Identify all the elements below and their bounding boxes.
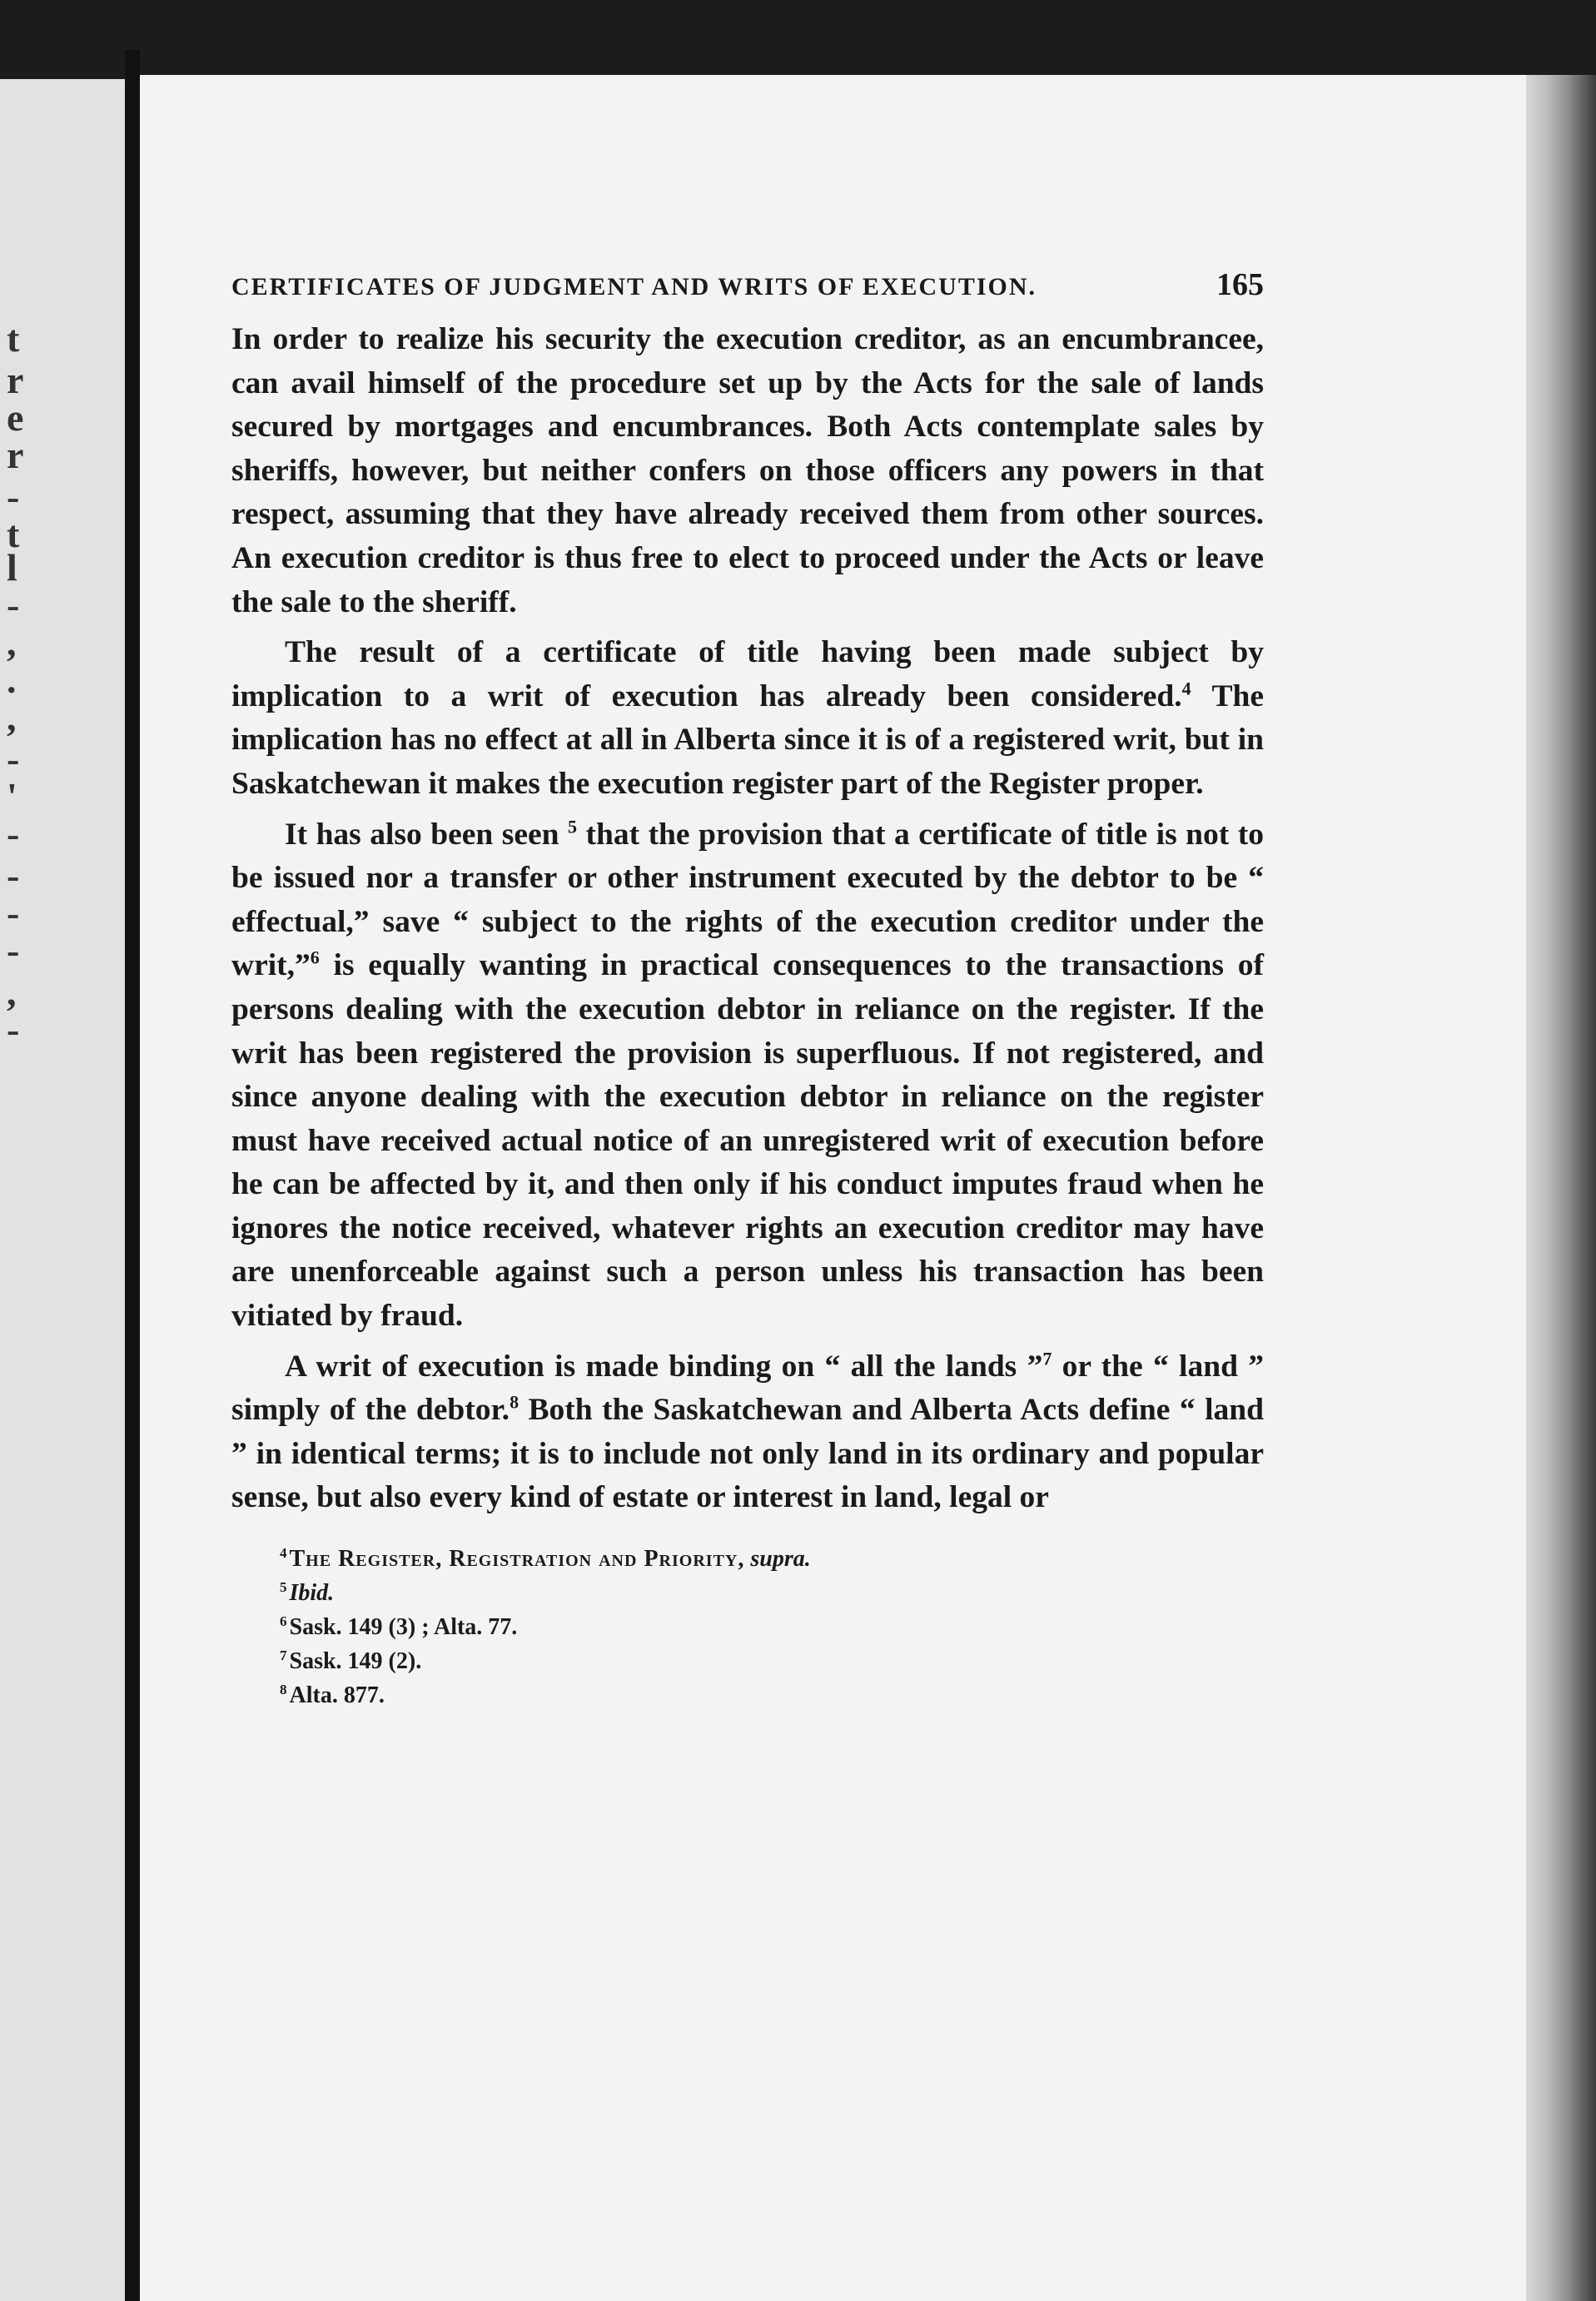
- facing-page-char: ,: [7, 971, 17, 1013]
- facing-page-char: ,: [7, 696, 17, 738]
- footnote-citation: The Register, Registration and Priority,: [289, 1546, 745, 1573]
- facing-page-char: l: [7, 546, 17, 589]
- footnotes: [231, 1542, 1264, 1712]
- footnote-ref: 4: [1181, 678, 1191, 699]
- paragraph-text: The implication has no effect at all in Alberta since it is of a registered writ, but in Saskatchewan it makes the execution register part of the Register proper.: [231, 678, 1264, 801]
- facing-page-char: -: [7, 1008, 20, 1051]
- book-gutter: [125, 50, 140, 2301]
- paragraph-text: Both the Saskatchewan and Alberta Acts define “ land ” in identical terms; it is to include not only land in its ordinary and popular sense, but also every kind of estate or interest in land, legal or: [231, 1393, 1264, 1515]
- footnote: [280, 1610, 1264, 1644]
- facing-page-char: -: [7, 475, 20, 518]
- footnote-ref: 5: [568, 816, 577, 837]
- page-number: 165: [1216, 267, 1264, 302]
- footnote-number: 7: [280, 1647, 287, 1663]
- paragraph: [231, 813, 1264, 1339]
- page-edge-shadow: [1526, 75, 1596, 2301]
- footnote-ref: 8: [510, 1391, 520, 1413]
- footnote-italic: supra.: [744, 1546, 811, 1573]
- paragraph: [231, 631, 1264, 806]
- paragraph-text: or the “ land ” simply of the debtor.: [231, 1349, 1264, 1428]
- paragraph-text: In order to realize his security the execution creditor, as an encumbrancee, can avail himself of the procedure set up by the Acts for the sale of lands secured by mortgages and encumbrances. Both Acts contemplate sales by sheriffs, however, but neither confers on those officers any powers in that respect, assuming that they have already received them from other sources. An execution creditor is thus free to elect to proceed under the Acts or leave the sale to the sheriff.: [231, 322, 1264, 619]
- footnote: [280, 1678, 1264, 1712]
- scan-border-top: [0, 0, 1596, 79]
- paragraph-text: It has also been seen: [285, 817, 568, 852]
- running-title: CERTIFICATES OF JUDGMENT AND WRITS OF EXECUTION.: [231, 273, 1037, 301]
- facing-page-char: t: [7, 317, 20, 360]
- facing-page-char: r: [7, 359, 24, 401]
- footnote-text: Sask. 149 (2).: [289, 1648, 422, 1675]
- paragraph-text: is equally wanting in practical consequences to the transactions of persons dealing with the execution debtor in reliance on the register. If the writ has been registered the provision is superfluous. If not registered, and since anyone dealing with the execution debtor in reliance on the register must have received actual notice of an unregistered writ of execution before he can be affected by it, and then only if his conduct imputes fraud when he ignores the notice received, whatever rights an execution creditor may have are unenforceable against such a person unless his transaction has been vitiated by fraud.: [231, 948, 1264, 1334]
- facing-page-char: t: [7, 513, 20, 555]
- facing-page-char: -: [7, 584, 20, 626]
- footnote-ref: 7: [1042, 1348, 1052, 1369]
- footnote-text: Alta. 877.: [289, 1682, 385, 1709]
- footnote-number: 5: [280, 1578, 287, 1595]
- footnote-ref: 6: [310, 947, 320, 968]
- facing-page-char: -: [7, 854, 20, 897]
- paragraph: [231, 1345, 1264, 1520]
- facing-page-char: ,: [7, 621, 17, 663]
- body-text: [231, 318, 1264, 1520]
- facing-page-char: e: [7, 396, 24, 439]
- facing-page-fragment: [0, 79, 125, 2301]
- footnote-number: 8: [280, 1681, 287, 1697]
- paragraph-text: A writ of execution is made binding on “ all the lands ”: [285, 1349, 1043, 1384]
- footnote-number: 6: [280, 1613, 287, 1629]
- footnote: [280, 1542, 1264, 1576]
- paragraph-text: that the provision that a certificate of title is not to be issued nor a transfer or other instrument executed by the debtor to be “ effectual,” save “ subject to the rights of the execution creditor under the writ,”: [231, 817, 1264, 983]
- facing-page-char: -: [7, 929, 20, 972]
- footnote: [280, 1576, 1264, 1610]
- page-content: [231, 266, 1264, 1712]
- footnote-number: 4: [280, 1544, 287, 1561]
- footnote: [280, 1644, 1264, 1678]
- facing-page-char: r: [7, 434, 24, 476]
- facing-page-char: ': [7, 775, 17, 818]
- facing-page-char: -: [7, 892, 20, 934]
- facing-page-char: -: [7, 813, 20, 855]
- running-head: [231, 266, 1264, 303]
- footnote-italic: Ibid.: [289, 1580, 335, 1607]
- paragraph: [231, 318, 1264, 624]
- facing-page-char: .: [7, 658, 17, 701]
- book-page: [140, 75, 1526, 2301]
- facing-page-char: -: [7, 738, 20, 780]
- footnote-text: Sask. 149 (3) ; Alta. 77.: [289, 1614, 518, 1641]
- paragraph-text: The result of a certificate of title having been made subject by implication to a writ of execution has already been considered.: [231, 635, 1264, 713]
